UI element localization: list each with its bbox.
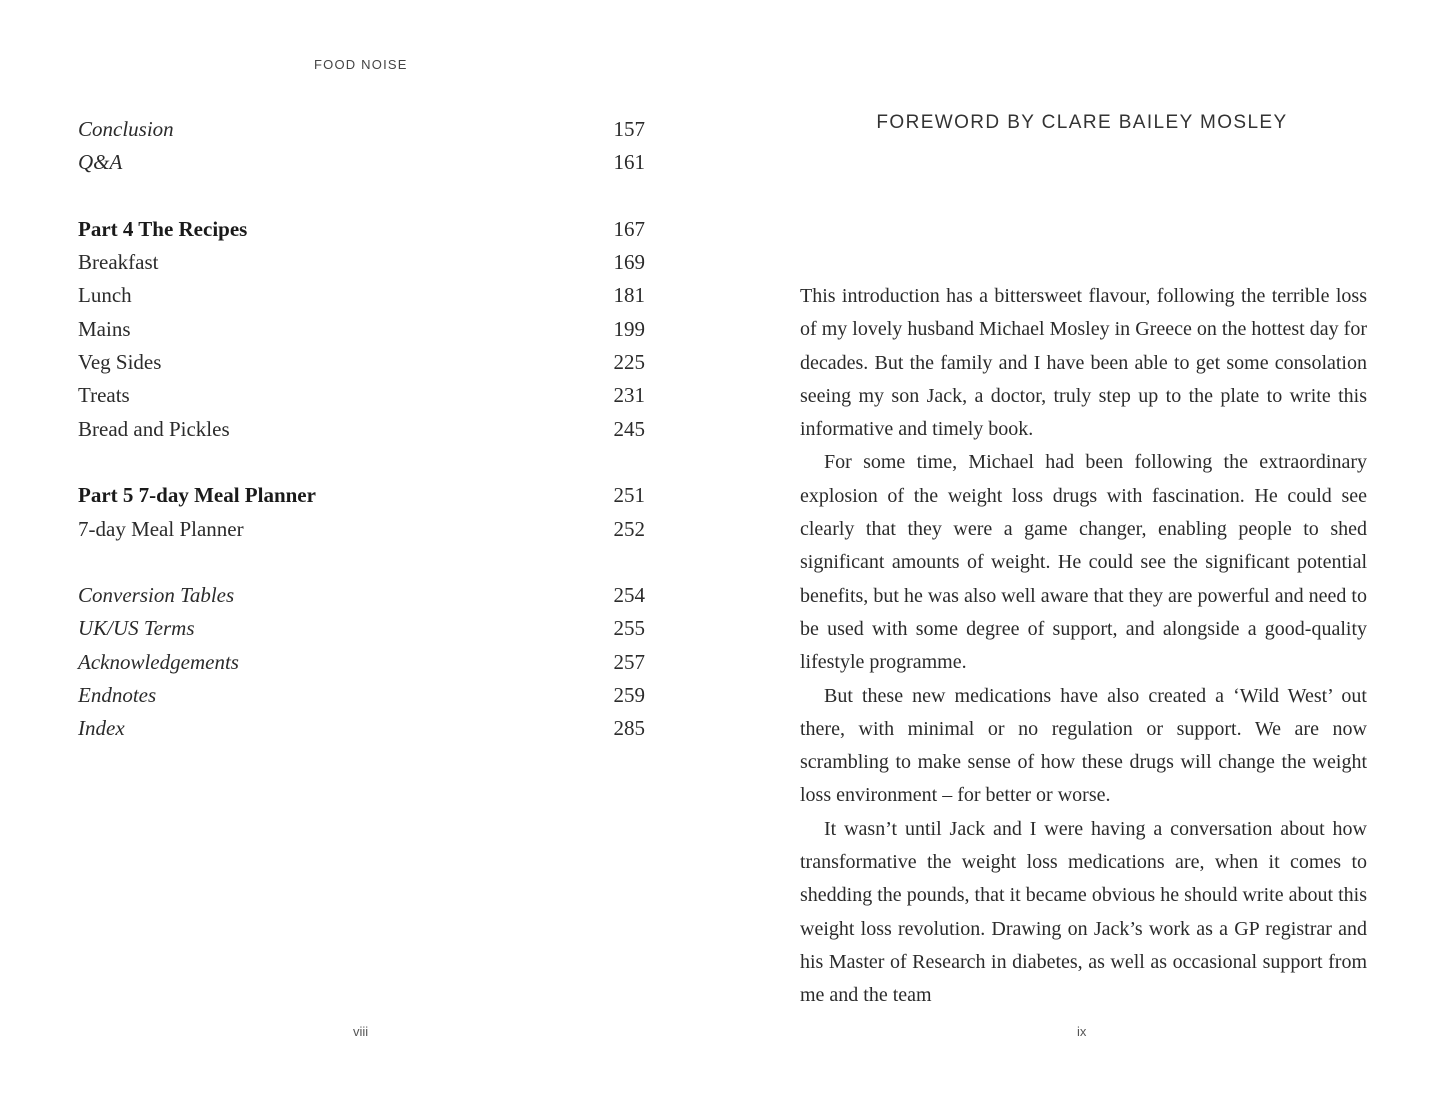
- toc-entry-page: 254: [613, 583, 645, 608]
- toc-entry-page: 199: [613, 316, 645, 341]
- toc-entry-treats: [78, 379, 645, 412]
- toc-entry-label: Acknowledgements: [78, 649, 239, 674]
- toc-entry-page: 285: [613, 716, 645, 741]
- toc-entry-label: Bread and Pickles: [78, 416, 230, 441]
- chapter-title: [722, 112, 1445, 134]
- paragraph: This introduction has a bittersweet flavour, following the terrible loss of my lovely husband Michael Mosley in Greece on the hottest day for decades. But the family and I have been able to get some consolation seeing my son Jack, a doctor, truly step up to the plate to write this informative and timely book.: [800, 285, 1367, 441]
- toc-entry-label: Part 4 The Recipes: [78, 216, 248, 241]
- toc-entry-endnotes: [78, 679, 645, 712]
- toc-entry-conclusion: [78, 113, 645, 146]
- toc-entry-lunch: [78, 279, 645, 312]
- toc-entry-mains: [78, 313, 645, 346]
- toc-entry-page: 167: [613, 216, 645, 241]
- toc-entry-label: Q&A: [78, 150, 123, 175]
- chapter-title-text: FOREWORD BY CLARE BAILEY MOSLEY: [876, 112, 1288, 133]
- toc-entry-page: 157: [613, 117, 645, 141]
- toc-entry-acknowledgements: [78, 646, 645, 679]
- toc-entry-page: 259: [613, 683, 645, 708]
- left-page: [0, 0, 722, 1105]
- toc-entry-page: 255: [613, 616, 645, 641]
- toc-entry-label: Endnotes: [78, 683, 157, 708]
- toc-entry-label: Part 5 7-day Meal Planner: [78, 483, 316, 508]
- toc-entry-bread-and-pickles: [78, 413, 645, 446]
- toc-entry-label: Lunch: [78, 283, 132, 308]
- toc-entry-label: Conclusion: [78, 117, 174, 141]
- toc-entry-page: 252: [613, 516, 645, 541]
- page-number: viii: [353, 1024, 369, 1039]
- right-page: [722, 0, 1445, 1105]
- toc-entry-qa: [78, 146, 645, 179]
- toc-entry-page: 245: [613, 416, 645, 441]
- toc-entry-page: 225: [613, 350, 645, 375]
- toc-entry-breakfast: [78, 246, 645, 279]
- toc-entry-index: [78, 712, 645, 745]
- toc-entry-conversion-tables: [78, 579, 645, 612]
- toc-entry-page: 257: [613, 649, 645, 674]
- toc-entry-label: Mains: [78, 316, 131, 341]
- toc-entry-label: Conversion Tables: [78, 583, 235, 608]
- paragraph: But these new medications have also created a ‘Wild West’ out there, with minimal or no regulation or support. We are now scrambling to make sense of how these drugs will change the weight loss environment – for better or worse.: [800, 684, 1367, 807]
- toc-entry-page: 251: [613, 483, 645, 508]
- toc-entry-meal-planner: [78, 513, 645, 546]
- toc-entry-veg-sides: [78, 346, 645, 379]
- table-of-contents: [78, 113, 645, 746]
- toc-part-5-heading: [78, 479, 645, 512]
- toc-entry-page: 161: [613, 150, 645, 175]
- toc-entry-label: Treats: [78, 383, 130, 408]
- toc-entry-page: 231: [613, 383, 645, 408]
- paragraph: It wasn’t until Jack and I were having a conversation about how transformative the weight loss medications are, when it comes to shedding the pounds, that it became obvious he should write about this weight loss revolution. Drawing on Jack’s work as a GP registrar and his Master of Research in diabetes, as well as occasional support from me and the team: [800, 817, 1367, 1007]
- toc-entry-label: Index: [78, 716, 125, 741]
- page-number: ix: [1077, 1024, 1087, 1039]
- running-head: FOOD NOISE: [314, 57, 408, 72]
- toc-entry-label: Veg Sides: [78, 350, 162, 375]
- toc-entry-page: 169: [613, 250, 645, 275]
- toc-entry-uk-us-terms: [78, 612, 645, 645]
- toc-entry-label: Breakfast: [78, 250, 159, 275]
- paragraph: For some time, Michael had been following the extraordinary explosion of the weight loss drugs with fascination. He could see clearly that they were a game changer, enabling people to shed significant amounts of weight. He could see the significant potential benefits, but he was also well aware that they are powerful and need to be used with some degree of support, and alongside a good-quality lifestyle programme.: [800, 451, 1367, 674]
- body-text: [800, 280, 1367, 1013]
- toc-entry-page: 181: [613, 283, 645, 308]
- toc-entry-label: 7-day Meal Planner: [78, 516, 244, 541]
- toc-part-4-heading: [78, 213, 645, 246]
- toc-entry-label: UK/US Terms: [78, 616, 195, 641]
